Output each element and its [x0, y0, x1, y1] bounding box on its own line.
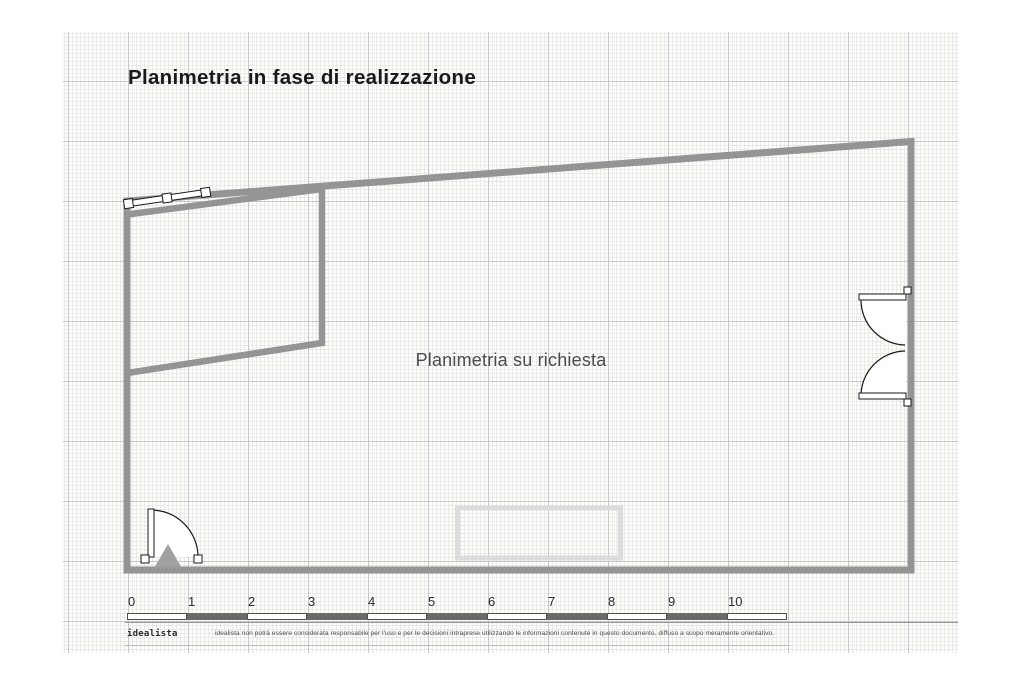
- scale-segment: [187, 613, 247, 620]
- entrance-door-icon: [141, 509, 202, 568]
- scale-segment: [427, 613, 487, 620]
- interior-room-walls: [127, 189, 322, 373]
- scale-segment: [727, 613, 787, 620]
- scale-segment: [667, 613, 727, 620]
- scale-segment: [247, 613, 307, 620]
- scale-segment: [607, 613, 667, 620]
- scale-label: 8: [608, 594, 616, 609]
- scale-label: 6: [488, 594, 496, 609]
- footer-divider-bottom: [125, 645, 790, 646]
- scale-label: 3: [308, 594, 316, 609]
- scale-segment: [127, 613, 187, 620]
- scale-label: 1: [188, 594, 196, 609]
- plan-watermark: Planimetria su richiesta: [415, 350, 607, 370]
- scale-label: 2: [248, 594, 256, 609]
- scale-label: 9: [668, 594, 676, 609]
- footer-divider: [125, 622, 958, 623]
- scale-segment: [307, 613, 367, 620]
- page-title: Planimetria in fase di realizzazione: [128, 66, 477, 89]
- scale-label: 4: [368, 594, 376, 609]
- disclaimer-text: idealista non potrà essere considerata responsabile per l'uso e per le decisioni intraprese utilizzando le informazioni contenute in questo documento, diffuso a scopo meramente orientativo.: [215, 630, 775, 637]
- furniture-placeholder: [458, 508, 621, 558]
- scale-label: 7: [548, 594, 556, 609]
- double-door-icon: [859, 287, 911, 406]
- scale-label: 10: [728, 594, 743, 609]
- scale-label: 0: [128, 594, 136, 609]
- scale-bar: [127, 613, 787, 620]
- scale-segment: [487, 613, 547, 620]
- idealista-logo: idealista: [127, 629, 178, 639]
- scale-segment: [547, 613, 607, 620]
- scale-label: 5: [428, 594, 436, 609]
- scale-segment: [367, 613, 427, 620]
